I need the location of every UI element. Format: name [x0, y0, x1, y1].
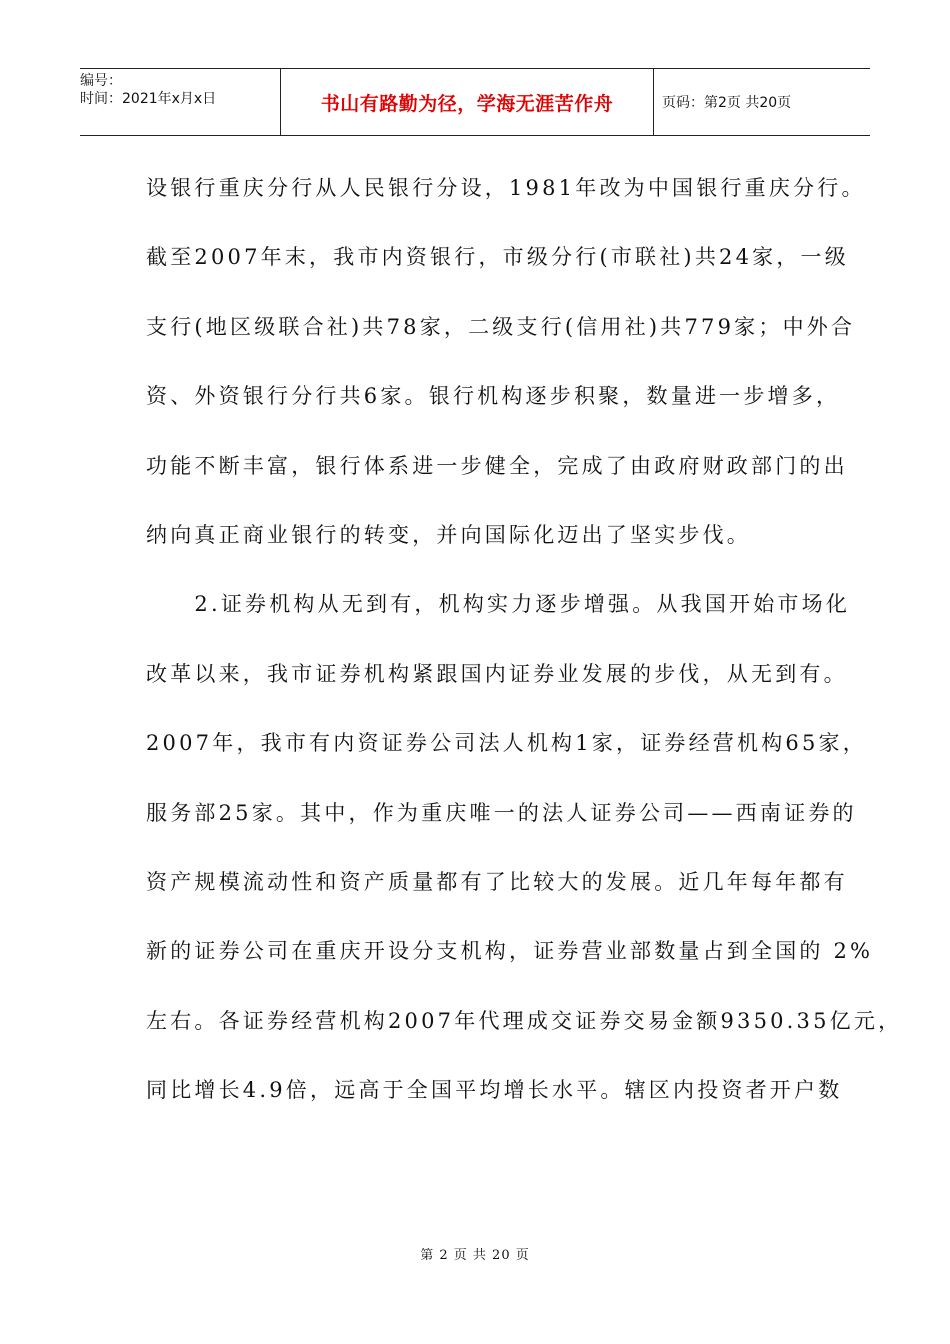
- text-line: 设银行重庆分行从人民银行分设，1981年改为中国银行重庆分行。: [146, 176, 866, 200]
- text-line: 改革以来，我市证券机构紧跟国内证券业发展的步伐，从无到有。: [146, 661, 848, 686]
- text-line: 截至2007年末，我市内资银行，市级分行(市联社)共24家，一级: [146, 245, 849, 270]
- text-line: 2007年，我市有内资证券公司法人机构1家，证券经营机构65家，: [146, 731, 867, 756]
- text-line: 服务部25家。其中，作为重庆唯一的法人证券公司——西南证券的: [146, 800, 857, 825]
- text-line: 新的证券公司在重庆开设分支机构，证券营业部数量占到全国的 2%: [146, 939, 874, 964]
- header-motto: 书山有路勤为径，学海无涯苦作舟: [281, 69, 654, 135]
- text-line: 2.证券机构从无到有，机构实力逐步增强。从我国开始市场化: [146, 592, 851, 617]
- page-header: [80, 68, 870, 136]
- text-line: 纳向真正商业银行的转变，并向国际化迈出了坚实步伐。: [146, 522, 751, 547]
- text-line: 同比增长4.9倍，远高于全国平均增长水平。辖区内投资者开户数: [146, 1078, 843, 1103]
- text-line: 功能不断丰富，银行体系进一步健全，完成了由政府财政部门的出: [146, 453, 848, 478]
- text-line: 左右。各证券经营机构2007年代理成交证券交易金额9350.35亿元，: [146, 1008, 903, 1033]
- document-number-label: 编号：: [80, 73, 122, 89]
- text-line: 资、外资银行分行共6家。银行机构逐步积聚，数量进一步增多，: [146, 384, 841, 409]
- text-line: 资产规模流动性和资产质量都有了比较大的发展。近几年每年都有: [146, 869, 848, 894]
- document-date: 时间：2021年x月x日: [80, 91, 217, 107]
- document-body: [146, 160, 903, 1131]
- text-line: 支行(地区级联合社)共78家，二级支行(信用社)共779家；中外合: [146, 314, 856, 339]
- header-meta: [80, 69, 281, 135]
- page-footer: 第 2 页 共 20 页: [420, 1248, 530, 1263]
- header-page-info: 页码：第2页 共20页: [662, 95, 792, 111]
